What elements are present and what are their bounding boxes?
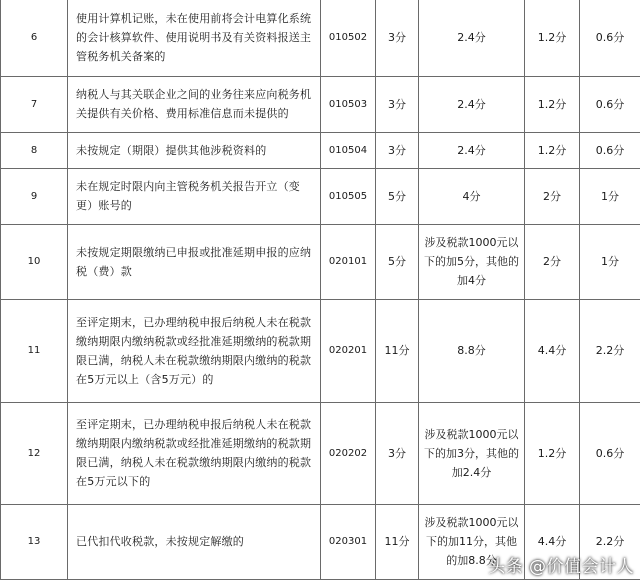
row-number: 12 bbox=[1, 402, 68, 504]
deduction-col-1: 2.4分 bbox=[419, 0, 525, 76]
item-description: 纳税人与其关联企业之间的业务往来应向税务机关提供有关价格、费用标准信息而未提供的 bbox=[68, 76, 321, 132]
row-number: 10 bbox=[1, 224, 68, 299]
item-description: 未按规定期限缴纳已申报或批准延期申报的应纳税（费）款 bbox=[68, 224, 321, 299]
indicator-code: 020202 bbox=[321, 402, 376, 504]
deduction-col-3: 2.2分 bbox=[580, 504, 640, 579]
deduction-score: 3分 bbox=[376, 0, 419, 76]
deduction-col-2: 1.2分 bbox=[525, 132, 580, 168]
deduction-col-3: 0.6分 bbox=[580, 76, 640, 132]
row-number: 7 bbox=[1, 76, 68, 132]
item-description: 未按规定（期限）提供其他涉税资料的 bbox=[68, 132, 321, 168]
deduction-score: 3分 bbox=[376, 402, 419, 504]
deduction-col-2: 1.2分 bbox=[525, 402, 580, 504]
item-description: 使用计算机记账，未在使用前将会计电算化系统的会计核算软件、使用说明书及有关资料报送主管税务机关备案的 bbox=[68, 0, 321, 76]
row-number: 8 bbox=[1, 132, 68, 168]
deduction-col-1: 2.4分 bbox=[419, 132, 525, 168]
deduction-col-3: 2.2分 bbox=[580, 299, 640, 402]
table-row bbox=[1, 132, 640, 168]
deduction-score: 11分 bbox=[376, 299, 419, 402]
deduction-col-3: 1分 bbox=[580, 224, 640, 299]
deduction-col-3: 0.6分 bbox=[580, 132, 640, 168]
table-row bbox=[1, 299, 640, 402]
item-description: 未在规定时限内向主管税务机关报告开立（变更）账号的 bbox=[68, 168, 321, 224]
table-row bbox=[1, 168, 640, 224]
indicator-code: 010503 bbox=[321, 76, 376, 132]
deduction-col-1: 涉及税款1000元以下的加3分，其他的加2.4分 bbox=[419, 402, 525, 504]
deduction-col-3: 0.6分 bbox=[580, 402, 640, 504]
deduction-col-1: 4分 bbox=[419, 168, 525, 224]
deduction-col-3: 0.6分 bbox=[580, 0, 640, 76]
item-description: 至评定期末，已办理纳税申报后纳税人未在税款缴纳期限内缴纳税款或经批准延期缴纳的税款期限已满，纳税人未在税款缴纳期限内缴纳的税款在5万元以下的 bbox=[68, 402, 321, 504]
deduction-col-3: 1分 bbox=[580, 168, 640, 224]
deduction-col-1: 2.4分 bbox=[419, 76, 525, 132]
row-number: 6 bbox=[1, 0, 68, 76]
item-description: 已代扣代收税款，未按规定解缴的 bbox=[68, 504, 321, 579]
deduction-col-1: 涉及税款1000元以下的加11分，其他的加8.8分 bbox=[419, 504, 525, 579]
row-number: 11 bbox=[1, 299, 68, 402]
deduction-col-1: 涉及税款1000元以下的加5分，其他的加4分 bbox=[419, 224, 525, 299]
table-row bbox=[1, 402, 640, 504]
deduction-score: 3分 bbox=[376, 76, 419, 132]
deduction-score: 5分 bbox=[376, 224, 419, 299]
deduction-col-2: 1.2分 bbox=[525, 76, 580, 132]
row-number: 9 bbox=[1, 168, 68, 224]
watermark: 头条 @价值会计人 bbox=[488, 552, 634, 577]
indicator-code: 020101 bbox=[321, 224, 376, 299]
deduction-score: 5分 bbox=[376, 168, 419, 224]
table-row bbox=[1, 0, 640, 76]
indicator-code: 010502 bbox=[321, 0, 376, 76]
deduction-score: 11分 bbox=[376, 504, 419, 579]
indicator-code: 020301 bbox=[321, 504, 376, 579]
deduction-col-2: 4.4分 bbox=[525, 504, 580, 579]
item-description: 至评定期末，已办理纳税申报后纳税人未在税款缴纳期限内缴纳税款或经批准延期缴纳的税款期限已满，纳税人未在税款缴纳期限内缴纳的税款在5万元以上（含5万元）的 bbox=[68, 299, 321, 402]
row-number: 13 bbox=[1, 504, 68, 579]
indicator-code: 010505 bbox=[321, 168, 376, 224]
deduction-col-1: 8.8分 bbox=[419, 299, 525, 402]
deduction-col-2: 4.4分 bbox=[525, 299, 580, 402]
table-row bbox=[1, 224, 640, 299]
deduction-col-2: 1.2分 bbox=[525, 0, 580, 76]
deduction-score: 3分 bbox=[376, 132, 419, 168]
table-row bbox=[1, 76, 640, 132]
indicator-code: 010504 bbox=[321, 132, 376, 168]
indicator-code: 020201 bbox=[321, 299, 376, 402]
deduction-col-2: 2分 bbox=[525, 224, 580, 299]
deduction-col-2: 2分 bbox=[525, 168, 580, 224]
